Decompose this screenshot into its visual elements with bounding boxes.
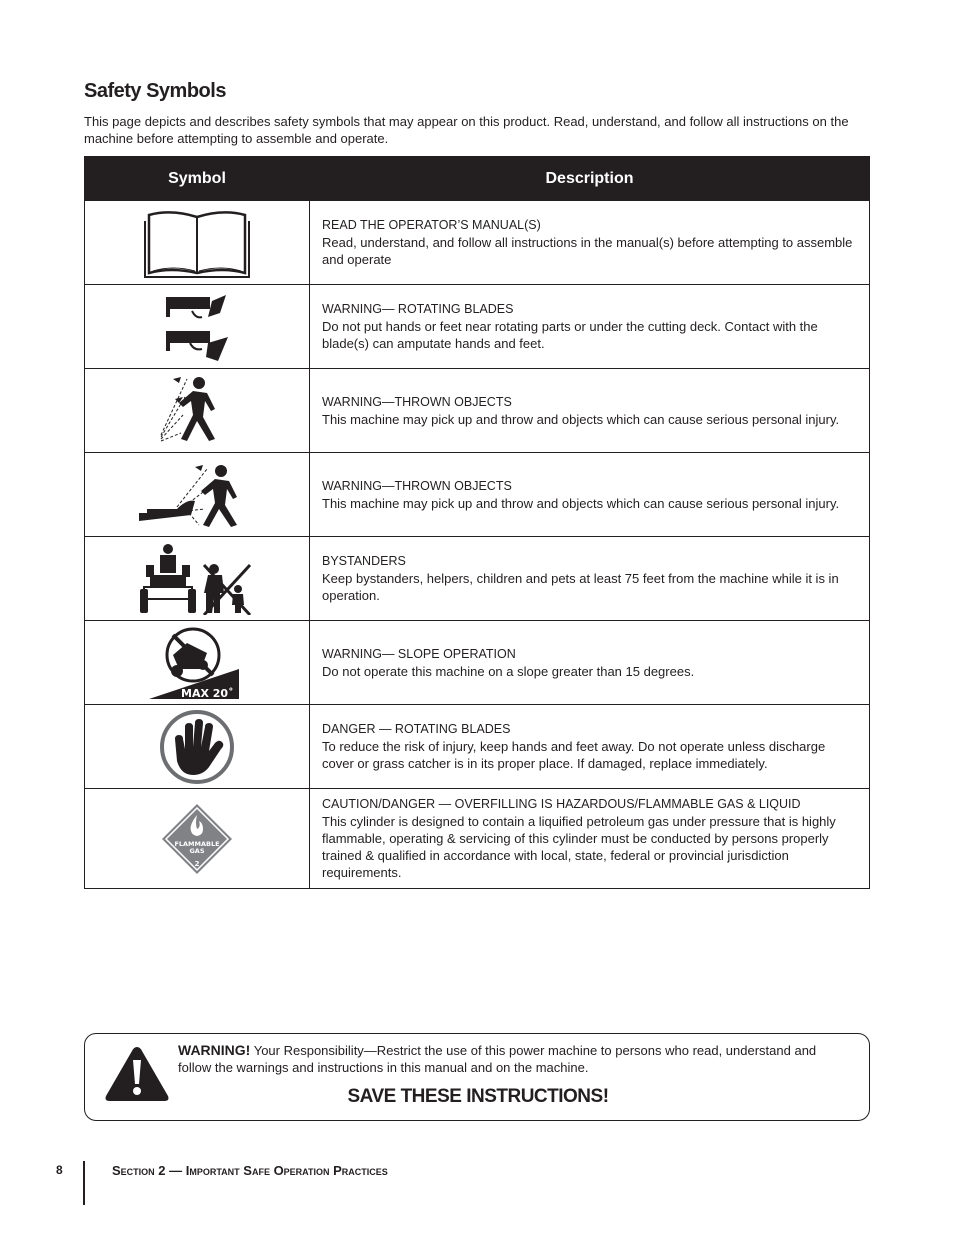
row-title: CAUTION/DANGER — OVERFILLING IS HAZARDOUS/FLAMMABLE GAS & LIQUID xyxy=(322,797,801,811)
description-cell xyxy=(310,453,870,537)
row-body: This machine may pick up and throw and objects which can cause serious personal injury. xyxy=(322,411,840,427)
page-number: 8 xyxy=(56,1163,63,1177)
table-row xyxy=(85,201,870,285)
row-title: READ THE OPERATOR’S MANUAL(S) xyxy=(322,218,541,232)
row-body: Read, understand, and follow all instructions in the manual(s) before attempting to assemble and operate xyxy=(322,235,853,267)
safety-symbols-table xyxy=(84,156,870,889)
row-title: WARNING— SLOPE OPERATION xyxy=(322,646,516,661)
row-body: This machine may pick up and throw and objects which can cause serious personal injury. xyxy=(322,495,840,511)
symbol-cell xyxy=(85,453,310,537)
symbol-cell xyxy=(85,369,310,453)
table-row xyxy=(85,285,870,369)
intro-paragraph: This page depicts and describes safety symbols that may appear on this product. Read, understand, and follow all instructions on the machine before attempting to assemble and operate. xyxy=(84,114,849,146)
table-row xyxy=(85,621,870,705)
thrown-objects-icon xyxy=(157,375,237,447)
symbol-cell xyxy=(85,621,310,705)
warning-text xyxy=(178,1042,848,1076)
table-row xyxy=(85,537,870,621)
row-body: Keep bystanders, helpers, children and pets at least 75 feet from the machine while it is in operation. xyxy=(322,571,839,603)
operator-manual-icon xyxy=(141,207,253,279)
column-header-description: Description xyxy=(310,157,870,201)
save-instructions-heading: SAVE THESE INSTRUCTIONS! xyxy=(347,1086,609,1107)
symbol-cell xyxy=(85,201,310,285)
column-header-symbol: Symbol xyxy=(85,157,310,201)
row-body: To reduce the risk of injury, keep hands and feet away. Do not operate unless discharge cover or grass catcher is in its proper place. If damaged, replace immediately. xyxy=(322,739,826,771)
warning-box xyxy=(84,1033,870,1121)
warning-label: WARNING! xyxy=(178,1042,251,1058)
description-cell xyxy=(310,201,870,285)
row-title: BYSTANDERS xyxy=(322,554,406,568)
table-row xyxy=(85,789,870,889)
hazard-class-label: 2 xyxy=(194,859,200,868)
slope-operation-icon xyxy=(149,625,245,701)
description-cell xyxy=(310,369,870,453)
flammable-label: FLAMMABLE xyxy=(174,839,220,848)
hand-blade-icon xyxy=(159,709,235,785)
table-row xyxy=(85,369,870,453)
gas-label: GAS xyxy=(189,846,205,855)
description-cell xyxy=(310,705,870,789)
symbol-cell xyxy=(85,537,310,621)
row-title: WARNING—THROWN OBJECTS xyxy=(322,394,512,409)
section-title: Section 2 — Important Safe Operation Practices xyxy=(112,1163,388,1178)
page-heading: Safety Symbols xyxy=(84,80,226,102)
description-cell xyxy=(310,285,870,369)
row-body: This cylinder is designed to contain a liquified petroleum gas under pressure that is highly flammable, operating & servicing of this cylinder must be conducted by persons properly trained & qualified in accordance with local, state, federal or provincial jurisdiction requirements. xyxy=(322,814,836,880)
row-body: Do not operate this machine on a slope greater than 15 degrees. xyxy=(322,663,695,679)
symbol-cell xyxy=(85,285,310,369)
symbol-cell xyxy=(85,789,310,889)
bystanders-icon xyxy=(138,543,256,615)
row-title: DANGER — ROTATING BLADES xyxy=(322,722,511,736)
row-body: Do not put hands or feet near rotating parts or under the cutting deck. Contact with the blade(s) can amputate hands and feet. xyxy=(322,319,818,351)
warning-body: Your Responsibility—Restrict the use of this power machine to persons who read, understand and follow the warnings and instructions in this manual and on the machine. xyxy=(178,1043,817,1075)
table-row xyxy=(85,705,870,789)
description-cell xyxy=(310,789,870,889)
footer-divider xyxy=(83,1161,85,1205)
row-title: WARNING— ROTATING BLADES xyxy=(322,302,514,316)
row-title: WARNING—THROWN OBJECTS xyxy=(322,478,512,493)
description-cell xyxy=(310,621,870,705)
slope-max-label: MAX 20˚ xyxy=(181,686,234,700)
rotating-blades-icon xyxy=(162,291,232,363)
description-cell xyxy=(310,537,870,621)
thrown-objects-deck-icon xyxy=(137,459,257,531)
symbol-cell xyxy=(85,705,310,789)
table-row xyxy=(85,453,870,537)
page-footer xyxy=(56,1163,388,1178)
flammable-gas-icon xyxy=(161,803,233,875)
table-header-row xyxy=(85,157,870,201)
